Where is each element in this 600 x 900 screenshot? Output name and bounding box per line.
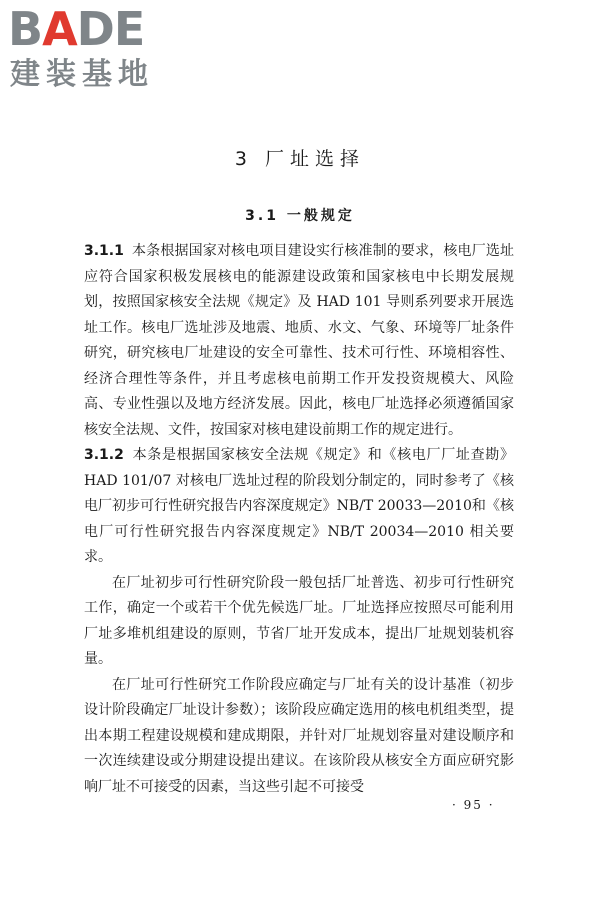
logo xyxy=(8,4,178,96)
paragraph-preliminary-feasibility: 在厂址初步可行性研究阶段一般包括厂址普选、初步可行性研究工作，确定一个或若干个优先候选厂址。厂址选择应按照尽可能利用厂址多堆机组建设的原则，节省厂址开发成本，提出厂址规划装机容量。 xyxy=(84,574,514,667)
logo-subtitle: 建装基地 xyxy=(10,57,154,92)
clause-number: 3.1.1 xyxy=(84,243,124,259)
paragraph-text: 本条是根据国家核安全法规《规定》和《核电厂厂址查勘》HAD 101/07 对核电厂选址过程的阶段划分制定的，同时参考了《核电厂初步可行性研究报告内容深度规定》NB/T 20033—2010和《核电厂可行性研究报告内容深度规定》NB/T 20034—2010 相关要求。 xyxy=(84,447,514,565)
body-text xyxy=(84,239,514,800)
logo-wordmark xyxy=(8,4,144,54)
clause-number: 3.1.2 xyxy=(84,447,124,463)
logo-letters-de: DE xyxy=(76,2,145,56)
section-title: 3.1 一般规定 xyxy=(245,208,355,224)
page-number: · 95 · xyxy=(452,798,495,812)
chapter-title: 3 厂址选择 xyxy=(234,148,366,170)
paragraph-3-1-2 xyxy=(84,443,514,571)
paragraph-feasibility-stage: 在厂址可行性研究工作阶段应确定与厂址有关的设计基准（初步设计阶段确定厂址设计参数）；该阶段应确定选用的核电机组类型，提出本期工程建设规模和建成期限，并针对厂址规划容量对建设顺序和一次连续建设或分期建设提出建议。在该阶段从核安全方面应研究影响厂址不可接受的因素，当这些引起不可接受 xyxy=(84,676,514,795)
logo-letter-b: B xyxy=(8,2,43,56)
paragraph-3-1-1 xyxy=(84,239,514,443)
paragraph-text: 本条根据国家对核电项目建设实行核准制的要求，核电厂选址应符合国家积极发展核电的能源建设政策和国家核电中长期发展规划，按照国家核安全法规《规定》及 HAD 101 导则系列要求开展选址工作。核电厂选址涉及地震、地质、水文、气象、环境等厂址条件研究，研究核电厂址建设的安全可靠性、技术可行性、环境相容性、经济合理性等条件，并且考虑核电前期工作开发投资规模大、风险高、专业性强以及地方经济发展。因此，核电厂址选择必须遵循国家核安全法规、文件，按国家对核电建设前期工作的规定进行。 xyxy=(84,243,514,438)
logo-letter-a: A xyxy=(42,2,77,56)
